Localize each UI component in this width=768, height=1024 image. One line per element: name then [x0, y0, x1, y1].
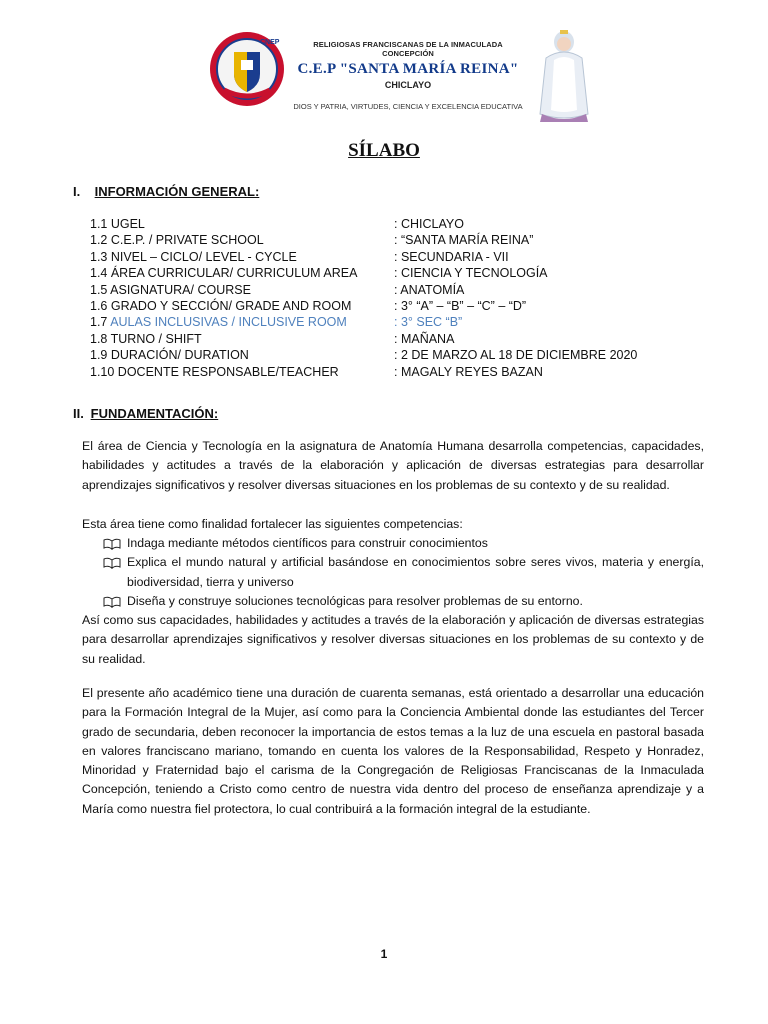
info-label: 1.3 NIVEL – CICLO/ LEVEL - CYCLE [90, 249, 297, 264]
school-crest-icon [208, 30, 286, 108]
paragraph: Esta área tiene como finalidad fortalecer las siguientes competencias: [82, 517, 463, 531]
info-label: 1.4 ÁREA CURRICULAR/ CURRICULUM AREA [90, 266, 358, 281]
info-value: : SECUNDARIA - VII [394, 249, 509, 264]
section-heading-foundation [73, 406, 218, 421]
info-label: 1.5 ASIGNATURA/ COURSE [90, 282, 251, 297]
competency-list [103, 534, 704, 611]
section-number: II. [73, 406, 84, 421]
info-value: : “SANTA MARÍA REINA” [394, 233, 534, 248]
info-value: : CIENCIA Y TECNOLOGÍA [394, 266, 548, 281]
info-value: : 2 DE MARZO AL 18 DE DICIEMBRE 2020 [394, 348, 638, 363]
section-heading-info [73, 184, 259, 199]
info-row [90, 283, 710, 299]
info-label: 1.9 DURACIÓN/ DURATION [90, 348, 249, 363]
general-info-list [90, 217, 710, 381]
school-identity [288, 40, 528, 111]
paragraph: El presente año académico tiene una duración de cuarenta semanas, está orientado a desarrollar una educación para la Formación Integral de la Mujer, así como para la Conciencia Ambiental donde las estudiantes del Tercer grado de secundaria, deben reconocer la importancia de estos temas a la luz de una escuela en pastoral basada en valores franciscano mariano, tomando en cuenta los valores de la Responsabilidad, Respeto y Honradez, Minoridad y Fraternidad bajo el carisma de la Congregación de Religiosas Franciscanas de la Inmaculada Concepción, teniendo a Cristo como centro de nuestra vida dentro del proceso de enseñanza aprendizaje y a María como nuestra fiel protectora, lo cual contribuirá a la formación integral de la estudiante. [82, 686, 704, 816]
info-label: 1.2 C.E.P. / PRIVATE SCHOOL [90, 233, 264, 248]
info-row-inclusive [90, 315, 710, 331]
info-label: 1.8 TURNO / SHIFT [90, 331, 202, 346]
open-book-icon [103, 538, 121, 550]
info-row [90, 250, 710, 266]
info-row [90, 348, 710, 364]
info-row [90, 217, 710, 233]
page-number: 1 [380, 947, 388, 961]
paragraph: Así como sus capacidades, habilidades y actitudes a través de la elaboración y aplicación de diversas estrategias para desarrollar aprendizajes significativos y resolver diversas situaciones en los problemas de su contexto y de su realidad. [82, 613, 704, 666]
section-title: INFORMACIÓN GENERAL: [94, 184, 260, 199]
info-label: 1.6 GRADO Y SECCIÓN/ GRADE AND ROOM [90, 298, 352, 313]
document-header [208, 26, 588, 126]
open-book-icon [103, 596, 121, 608]
info-value: : MAÑANA [394, 331, 455, 346]
list-item-text: Indaga mediante métodos científicos para construir conocimientos [127, 536, 488, 550]
section-number: I. [73, 184, 81, 199]
info-value: : 3° SEC “B” [394, 315, 463, 330]
info-value: : 3° “A” – “B” – “C” – “D” [394, 298, 527, 313]
info-number: 1.7 [90, 315, 108, 330]
info-label-text: AULAS INCLUSIVAS / INCLUSIVE ROOM [110, 315, 347, 330]
religious-order-name: RELIGIOSAS FRANCISCANAS DE LA INMACULADA CONCEPCIÓN [313, 40, 503, 58]
info-row [90, 365, 710, 381]
info-row [90, 332, 710, 348]
info-row [90, 266, 710, 282]
list-item-text: Diseña y construye soluciones tecnológicas para resolver problemas de su entorno. [127, 593, 583, 608]
info-label [90, 315, 347, 329]
info-row [90, 299, 710, 315]
info-value: : CHICLAYO [394, 217, 464, 231]
section-title: FUNDAMENTACIÓN: [90, 406, 219, 421]
school-name: C.E.P "SANTA MARÍA REINA" [297, 61, 519, 77]
info-label: 1.1 UGEL [90, 217, 145, 231]
info-row [90, 233, 710, 249]
page-title: SÍLABO [348, 140, 420, 161]
info-label: 1.10 DOCENTE RESPONSABLE/TEACHER [90, 364, 339, 379]
list-item [103, 592, 704, 611]
info-value: : MAGALY REYES BAZAN [394, 364, 543, 379]
info-value: : ANATOMÍA [394, 282, 465, 297]
list-item [103, 553, 704, 592]
virgin-mary-image [534, 26, 594, 124]
paragraph: El área de Ciencia y Tecnología en la asignatura de Anatomía Humana desarrolla competencias, capacidades, habilidades y actitudes a través de la elaboración y aplicación de diversas estrategias para desarrollar aprendizajes significativos y resolver diversas situaciones en los problemas de su contexto y de su realidad. [82, 439, 704, 492]
svg-text:CNEP: CNEP [260, 39, 280, 46]
list-item [103, 534, 704, 553]
open-book-icon [103, 557, 121, 569]
school-motto: DIOS Y PATRIA, VIRTUDES, CIENCIA Y EXCELENCIA EDUCATIVA [293, 102, 523, 111]
school-city: CHICLAYO [384, 80, 432, 90]
list-item-text: Explica el mundo natural y artificial basándose en conocimientos sobre seres vivos, materia y energía, biodiversidad, tierra y universo [127, 555, 704, 589]
